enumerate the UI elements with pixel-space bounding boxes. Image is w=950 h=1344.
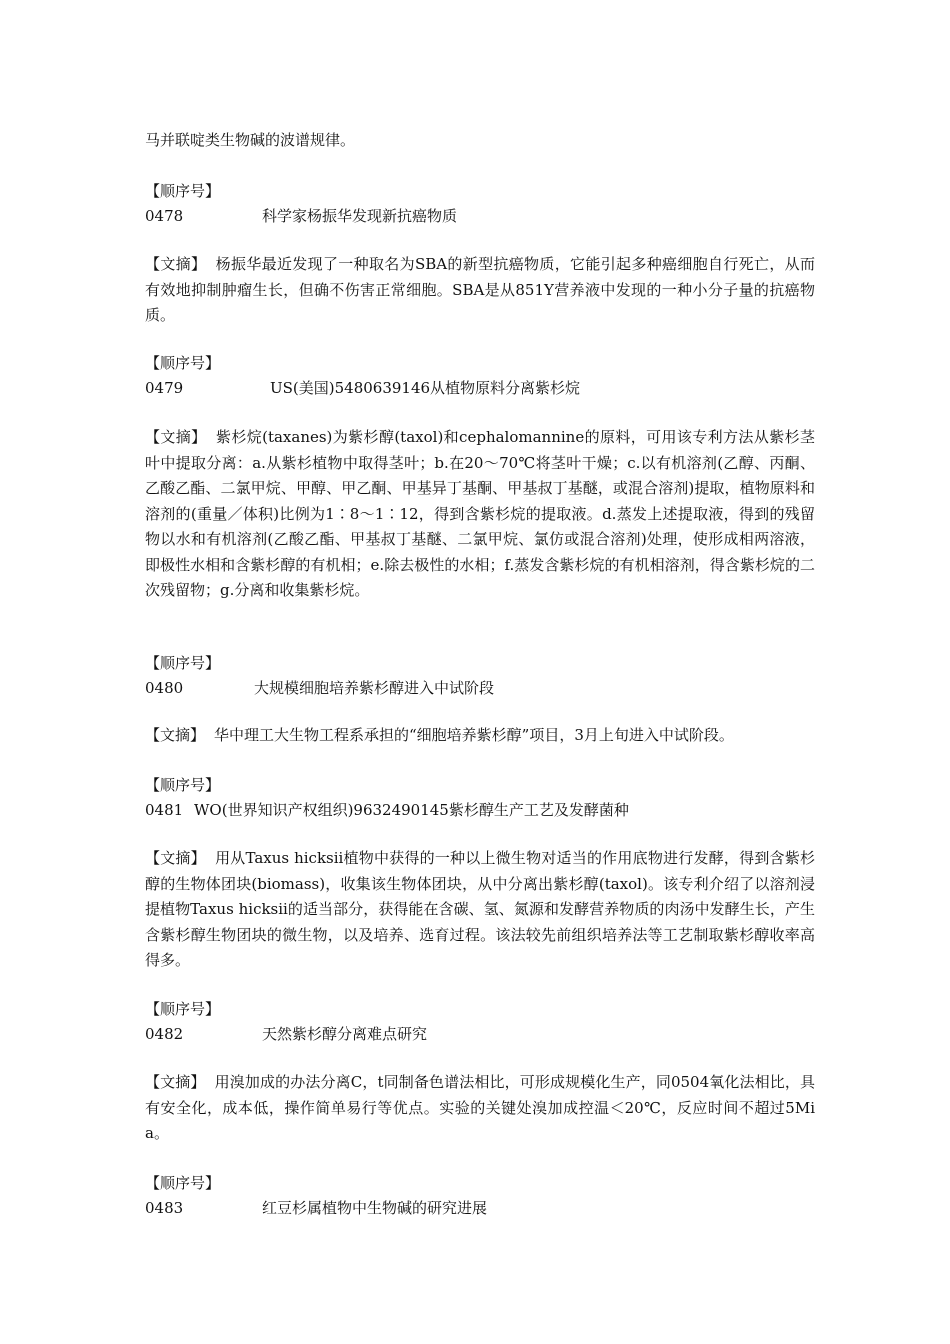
seq-label: 【顺序号】 [145,182,221,200]
entry-abstract [145,723,815,749]
abstract-label: 【文摘】 [145,849,206,867]
abstract-text: 紫杉烷(taxanes)为紫杉醇(taxol)和cephalomannine的原料，可用该专利方法从紫杉茎叶中提取分离：a.从紫杉植物中取得茎叶；b.在20～70℃将茎叶干燥；c.以有机溶剂(乙醇、丙酮、乙酸乙酯、二氯甲烷、甲醇、甲乙酮、甲基异丁基酮、甲基叔丁基醚，或混合溶剂)提取，植物原料和溶剂的(重量／体积)比例为1∶8～1∶12，得到含紫杉烷的提取液。d.蒸发上述提取液，得到的残留物以水和有机溶剂(乙酸乙酯、甲基叔丁基醚、二氯甲烷、氯仿或混合溶剂)处理，使形成相两溶液，即极性水相和含紫杉醇的有机相；e.除去极性的水相；f.蒸发含紫杉烷的有机相溶剂，得含紫杉烷的二次残留物；g.分离和收集紫杉烷。 [145,428,815,599]
abstract-label: 【文摘】 [145,726,206,744]
entry-number: 0483 [145,1199,184,1217]
abstract-label: 【文摘】 [145,1073,206,1091]
entry-title: 天然紫杉醇分离难点研究 [262,1025,428,1043]
entry-title: 科学家杨振华发现新抗癌物质 [262,207,458,225]
entry-number: 0478 [145,207,184,225]
seq-label: 【顺序号】 [145,654,221,672]
entry-abstract [145,846,815,974]
seq-label: 【顺序号】 [145,1174,221,1192]
seq-label: 【顺序号】 [145,354,221,372]
entry-abstract [145,252,815,329]
abstract-label: 【文摘】 [145,428,207,446]
entry-number: 0482 [145,1025,184,1043]
abstract-label: 【文摘】 [145,255,207,273]
entry-abstract [145,425,815,604]
intro-line: 马并联啶类生物碱的波谱规律。 [145,131,356,149]
abstract-text: 用从Taxus hicksii植物中获得的一种以上微生物对适当的作用底物进行发酵，得到含紫杉醇的生物体团块(biomass)，收集该生物体团块，从中分离出紫杉醇(taxol)。该专利介绍了以溶剂浸提植物Taxus hicksii的适当部分，获得能在含碳、氢、氮源和发酵营养物质的肉汤中发酵生长，产生含紫杉醇生物团块的微生物，以及培养、选育过程。该法较先前组织培养法等工艺制取紫杉醇收率高得多。 [145,849,815,969]
entry-title: 大规模细胞培养紫杉醇进入中试阶段 [254,679,495,697]
seq-label: 【顺序号】 [145,776,221,794]
seq-label: 【顺序号】 [145,1000,221,1018]
abstract-text: 杨振华最近发现了一种取名为SBA的新型抗癌物质，它能引起多种癌细胞自行死亡，从而有效地抑制肿瘤生长，但确不伤害正常细胞。SBA是从851Y营养液中发现的一种小分子量的抗癌物质。 [145,255,815,324]
entry-number: 0481 [145,801,184,819]
entry-title: US(美国)5480639146从植物原料分离紫杉烷 [270,379,581,397]
abstract-text: 用溴加成的办法分离C，t同制备色谱法相比，可形成规模化生产，同0504氧化法相比，具有安全化，成本低，操作简单易行等优点。实验的关键处溴加成控温＜20℃，反应时间不超过5Mia。 [145,1073,815,1142]
entry-title: 红豆杉属植物中生物碱的研究进展 [262,1199,488,1217]
abstract-text: 华中理工大生物工程系承担的“细胞培养紫杉醇”项目，3月上旬进入中试阶段。 [214,726,734,744]
entry-number: 0479 [145,379,184,397]
entry-title: WO(世界知识产权组织)9632490145紫杉醇生产工艺及发酵菌种 [194,801,629,819]
entry-number: 0480 [145,679,184,697]
entry-abstract [145,1070,815,1147]
